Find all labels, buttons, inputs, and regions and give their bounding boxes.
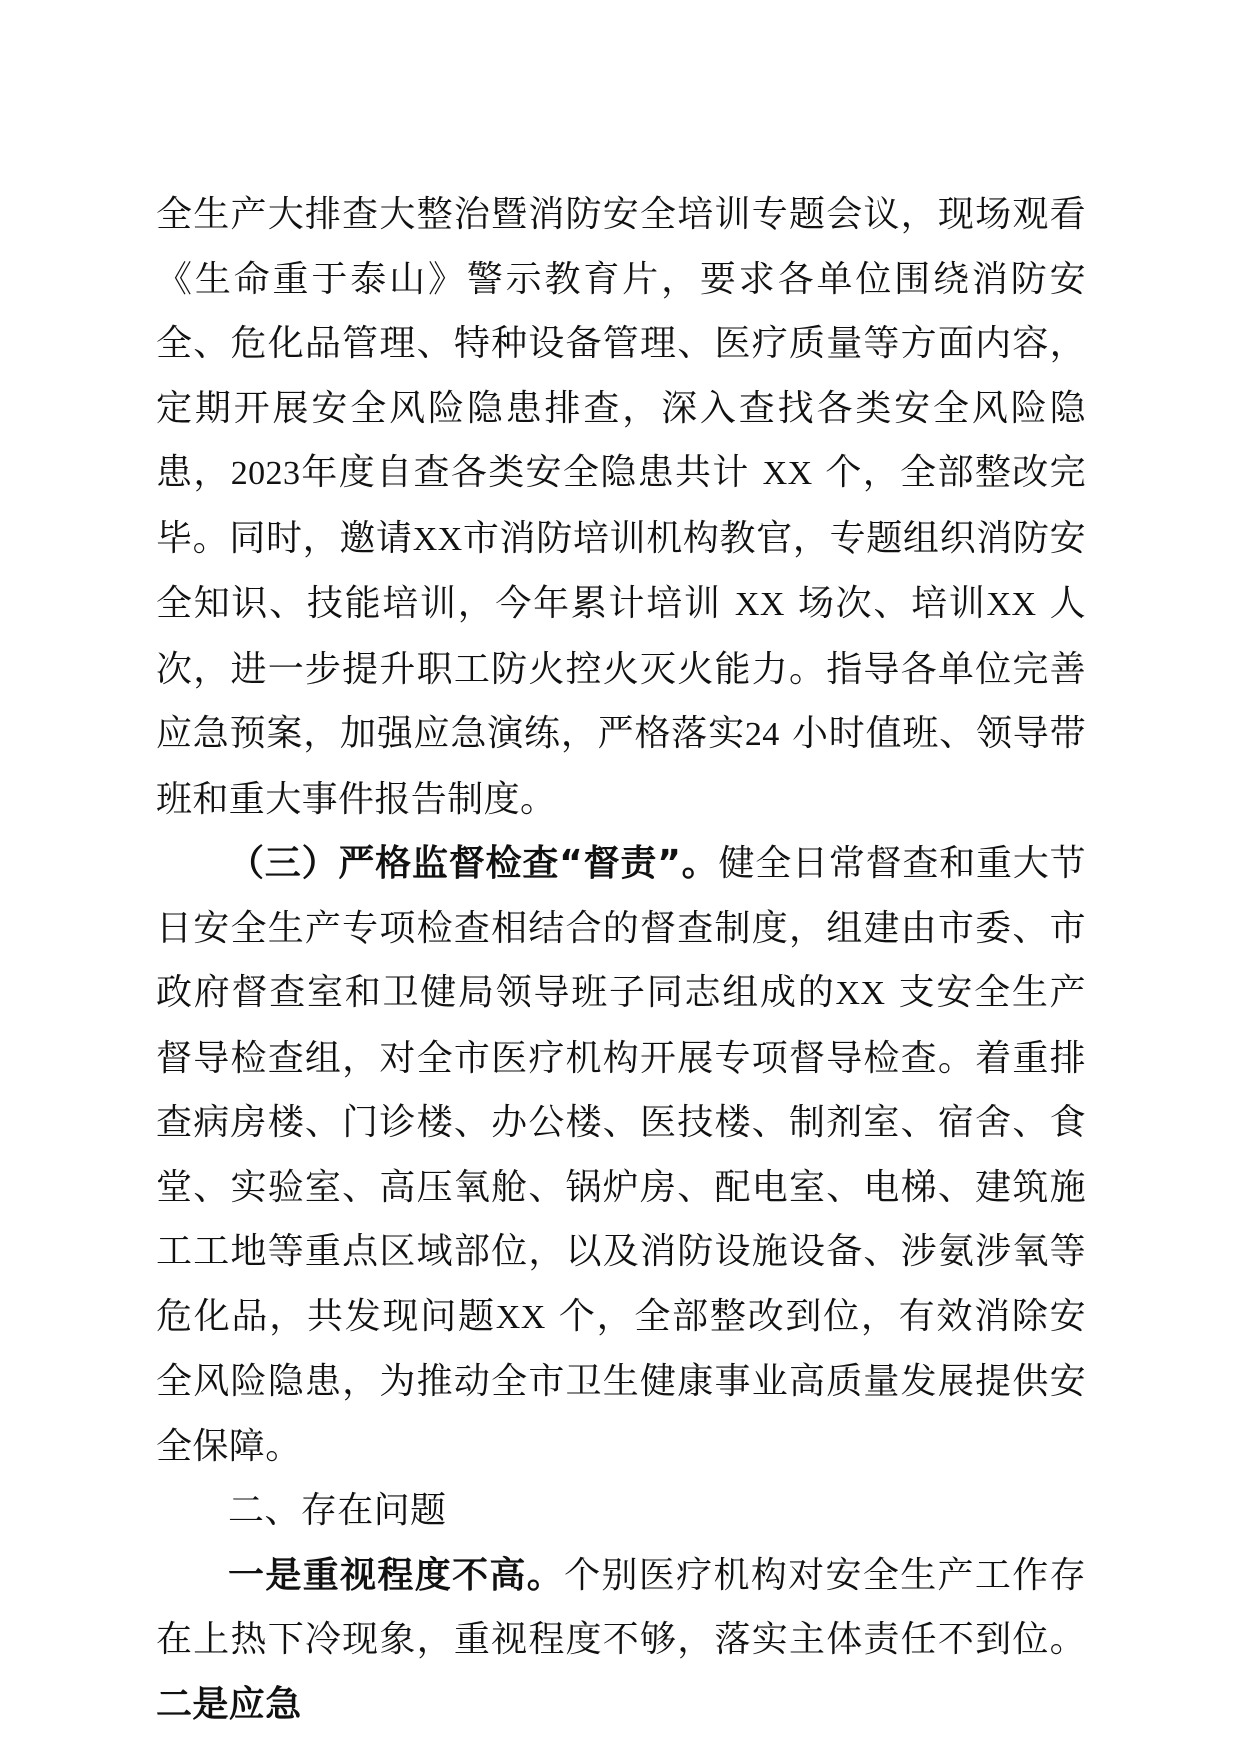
number-value: XX — [734, 586, 785, 623]
point-heading-2: 二是应急 — [156, 1683, 302, 1725]
number-value: XX — [986, 586, 1037, 623]
text-segment: 全生产大排查大整治暨消防安全培训专题会议，现场观看《生命重于泰山》警示教育片，要求各单位围绕消防安全、危化品管理、特种设备管理、医疗质量等方面内容，定期开展安全风险隐患排查，深入查找各类安全风险隐患， — [156, 194, 1086, 493]
text-segment: 小时值班、领导带班和重大事件报告制度。 — [156, 713, 1086, 820]
text-segment: 个别医疗机构对安全生产工作存在上热下冷现象，重视程度不够，落实主体责任不到位。 — [156, 1554, 1086, 1660]
document-body — [156, 183, 1086, 1737]
text-segment: 场次、培训 — [797, 583, 987, 624]
text-segment: 个，全部整改完毕。同时，邀请 — [156, 452, 1087, 559]
section-heading-supervision: （三）严格监督检查“督责”。 — [228, 843, 719, 884]
paragraph-supervision — [156, 832, 1086, 1479]
text-segment: 市消防培训机构教官，专题组织消防安全知识、技能培训，今年累计培训 — [156, 517, 1086, 624]
text-segment: 健全日常督查和重大节日安全生产专项检查相结合的督查制度，组建由市委、市政府督查室和卫健局领导班子同志组成的 — [156, 843, 1086, 1013]
paragraph-safety-training — [156, 183, 1086, 832]
text-segment: 个，全部整改到位，有效消除安全风险隐患，为推动全市卫生健康事业高质量发展提供安全保障。 — [156, 1295, 1087, 1467]
number-value: 24 — [744, 716, 780, 753]
number-value: XX — [412, 520, 463, 558]
text-segment: 人次，进一步提升职工防火控火灭火能力。指导各单位完善应急预案，加强应急演练，严格落实 — [156, 583, 1086, 754]
section-heading-problems: 二、存在问题 — [228, 1490, 447, 1531]
paragraph-problems — [156, 1544, 1086, 1738]
text-segment: 支安全生产督导检查组，对全市医疗机构开展专项督导检查。着重排查病房楼、门诊楼、办公楼、医技楼、制剂室、宿舍、食堂、实验室、高压氧舱、锅炉房、配电室、电梯、建筑施工工地等重点区域部位，以及消防设施设备、涉氨涉氧等危化品，共发现问题 — [156, 972, 1087, 1337]
number-value: XX — [762, 455, 813, 492]
text-segment: 年度自查各类安全隐患共计 — [300, 452, 750, 493]
point-heading-1: 一是重视程度不高。 — [228, 1554, 565, 1596]
number-value: 2023 — [230, 455, 301, 492]
number-value: XX — [835, 975, 886, 1012]
number-value: XX — [495, 1298, 546, 1336]
